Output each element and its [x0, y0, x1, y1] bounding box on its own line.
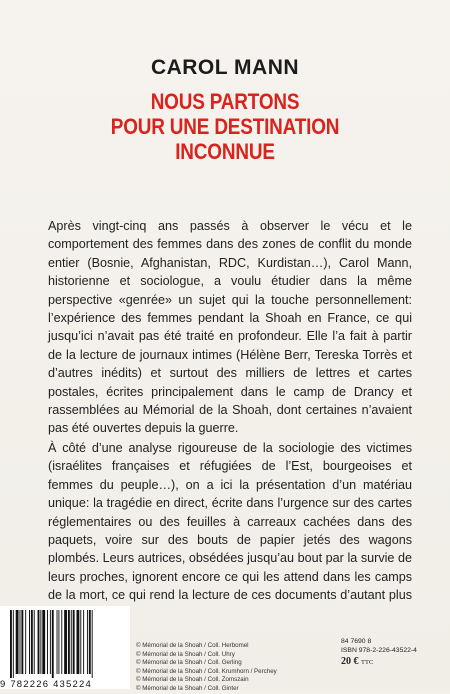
barcode-bar — [89, 610, 91, 674]
barcode-bar — [58, 610, 59, 674]
blurb-paragraph-1: Après vingt-cinq ans passés à observer le vécu et le comportement des femmes dans des zones de conflit du monde entier (Bosnie, Afghanistan, RDC, Kurdistan…), Carol Mann, historienne et sociologue, a voulu étudier dans la même perspective «genrée» un sujet qui la touche personnellement: l’expérience des femmes pendant la Shoah en France, ce qui jusqu’ici n’avait pas été traité en profondeur. Elle l’a fait à partir de la lecture de journaux intimes (Hélène Berr, Tereska Torrès et d’autres inédits) et surtout des milliers de lettres et cartes postales, écrites principalement dans le camp de Drancy et rassemblées au Mémorial de la Shoah, dont certaines n’avaient pas été ouvertes depuis la guerre. — [48, 219, 412, 436]
price — [341, 657, 441, 667]
credit-line: © Mémorial de la Shoah / Coll. Herbomel — [136, 642, 249, 649]
product-code: 84 7690 8 — [341, 638, 372, 645]
barcode-bar — [92, 610, 93, 678]
book-info — [341, 637, 441, 667]
title-line-3: INCONNUE — [175, 139, 275, 164]
barcode-bar — [13, 610, 14, 678]
barcode-bar — [50, 610, 51, 674]
barcode-bar — [83, 610, 84, 674]
barcode-bar — [64, 610, 67, 674]
barcode-bar — [57, 610, 58, 674]
isbn: ISBN 978-2-226-43522-4 — [341, 647, 417, 655]
author-name: CAROL MANN — [150, 56, 300, 79]
barcode-bar — [42, 610, 45, 674]
credit-line: © Mémorial de la Shoah / Coll. Krumhorn / Perchey — [136, 667, 277, 675]
barcode-bar — [80, 610, 81, 674]
credit-line: © Mémorial de la Shoah / Coll. Gerling — [136, 659, 242, 667]
title-line-2: POUR UNE DESTINATION — [110, 114, 340, 139]
barcode-bar — [34, 610, 35, 674]
barcode-bar — [73, 610, 75, 674]
barcode-bar — [47, 610, 48, 674]
barcode-bar — [10, 610, 12, 678]
blurb — [48, 217, 412, 623]
credit-line: © Mémorial de la Shoah / Coll. Zomszain — [136, 676, 249, 684]
barcode-bars — [10, 610, 122, 678]
title-line-1: NOUS PARTONS — [150, 89, 300, 114]
price-value: 20 € — [341, 655, 359, 667]
barcode-bar — [52, 610, 54, 678]
credit-line: © Mémorial de la Shoah / Coll. Ginter — [136, 684, 239, 692]
barcode-bar — [25, 610, 26, 674]
barcode-bar — [16, 610, 19, 674]
barcode-bar — [38, 610, 40, 674]
credit-line: © Mémorial de la Shoah / Coll. Uhry — [136, 650, 235, 658]
price-suffix: TTC — [361, 658, 374, 666]
barcode-digits: 9 782226 435224 — [0, 679, 92, 690]
barcode-bar — [61, 610, 62, 674]
barcode — [0, 606, 130, 689]
photo-credits — [136, 642, 316, 694]
barcode-bar — [77, 610, 80, 674]
barcode-bar — [29, 610, 30, 674]
barcode-bar — [87, 610, 88, 674]
barcode-bar — [71, 610, 72, 674]
barcode-bar — [21, 610, 23, 674]
barcode-bar — [20, 610, 21, 674]
book-title — [32, 89, 419, 164]
barcode-bar — [40, 610, 41, 674]
barcode-bar — [68, 610, 70, 674]
barcode-bar — [31, 610, 33, 674]
blurb-paragraph-2: À côté d’une analyse rigoureuse de la sociologie des victimes (israélites françaises et réfugiées de l’Est, bourgeoises et femmes du peuple…), on a ici la présentation d’un matériau unique: la tragédie en direct, écrite dans l’urgence sur des cartes réglementaires ou des feuilles à carreaux cachées dans des paquets, voire sur des bouts de papier jetés des wagons plombés. Leurs autrices, obsédées jusqu’au bout par la survie de leurs proches, ignorent encore ce qui les attend dans les camps de la mort, ce qui rend la lecture de ces documents d’autant plus — [48, 440, 412, 603]
